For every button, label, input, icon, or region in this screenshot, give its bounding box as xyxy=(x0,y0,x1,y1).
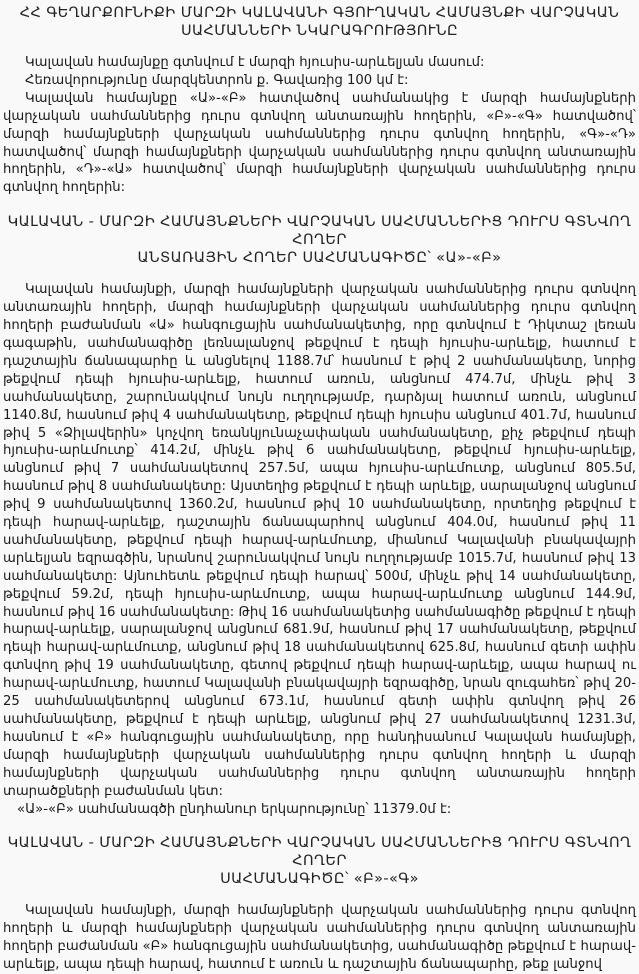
intro-distance-line: Հեռավորությունը մարզկենտրոն ք. Գավառից 100 կմ է: xyxy=(25,72,409,88)
section-a-b-heading xyxy=(3,213,636,267)
section-b-g xyxy=(3,834,636,974)
section-a-b-body: Կալավան համայնքի, մարզի համայնքների վարչական սահմաններից դուրս գտնվող անտառային հողերի, մարզի համայնքների վարչական սահմաններից դուրս գտնվող հողերի բաժանման «Ա» հանգուցային սահմանակետից, որը գտնվում է Դիկտաշ լեռան գագաթին, սահմանագիծը լեռնալանջով թեքվում է դեպի հյուսիս-արևելք, հատում է դաշտային ճանապարհը և անցնելով 1188.7մ՝ հասնում է թիվ 2 սահմանակետը, նորից թեքվում դեպի հյուսիս-արևելք, հատում առուն, անցնում 474.7մ, մինչև թիվ 3 սահմանակետը, շարունակվում նույն ուղղությամբ, դարձյալ հատում առուն, անցնում 1140.8մ, հասնում թիվ 4 սահմանակետը, թեքվում դեպի հյուսիս անցնում 401.7մ, հասնում թիվ 5 «Ձիլավերին» կոչվող եռանկյունաչափական սահմանակետը, քիչ թեքվում դեպի հյուսիս-արևմուտք՝ 414.2մ, մինչև թիվ 6 սահմանակետը, թեքվում հյուսիս-արևելք, անցնում թիվ 7 սահմանակետով 257.5մ, ապա հյուսիս-արևմուտք, անցնում 805.5մ, հասնում թիվ 8 սահմանակետը: Այստեղից թեքվում է դեպի արևելք, սարալանջով անցնում թիվ 9 սահմանակետով 1360.2մ, հասնում թիվ 10 սահմանակետը, որտեղից թեքվում է դեպի հարավ-արևելք, դաշտային ճանապարհով անցնում 404.0մ, հասնում թիվ 11 սահմանակետը, թեքվում դեպի հարավ-արևմուտք, միանում Կալավանի բնակավայրի արևելյան եզրագծին, նրանով շարունակվում նույն ուղղությամբ 1015.7մ, հասնում թիվ 13 սահմանակետը: Այնուհետև թեքվում դեպի հարավ՝ 500մ, մինչև թիվ 14 սահմանակետը, թեքվում 59.2մ, դեպի հյուսիս-արևմուտք, ապա հարավ-արևմուտք անցնում 144.9մ, հասնում թիվ 16 սահմանակետը: Թիվ 16 սահմանակետից սահմանագիծը թեքվում է դեպի հարավ-արևելք, սարալանջով անցնում 681.9մ, հասնում թիվ 17 սահմանակետը, թեքվում դեպի հարավ-արևմուտք, անցնում թիվ 18 սահմանակետով 625.8մ, հասնում գետի ափին գտնվող թիվ 19 սահմանակետը, գետով թեքվում դեպի հարավ-արևելք, ապա հարավ ու հարավ-արևմուտք, հատում Կալավանի բնակավայրի եզրագիծը, նրան զուգահեռ՝ թիվ 20-25 սահմանակետերով անցնում 673.1մ, հասնում գետի ափին գտնվող թիվ 26 սահմանակետը, թեքվում է դեպի արևելք, անցնում թիվ 27 սահմանակետով 1231.3մ, հասնում է «Բ» հանգուցային սահմանակետը, որը հանդիսանում Կալավան համայնքի, մարզի համայնքների վարչական սահմաններից դուրս գտնվող հողերի և մարզի համայնքների վարչական սահմաններից դուրս գտնվող անտառային հողերի տարածքների բաժանման կետ: xyxy=(3,282,636,799)
section-b-g-heading-line-2: ՍԱՀՄԱՆԱԳԻԾԸ՝ «Բ»-«Գ» xyxy=(220,871,419,888)
intro-paragraph: Կալավան համայնքը «Ա»-«Բ» հատվածով սահմանակից է մարզի համայնքների վարչական սահմաններից դուրս գտնվող անտառային հողերին, «Բ»-«Գ» հատվածով՝ մարզի համայնքների վարչական սահմաններից դուրս գտնվող հողերին, «Գ»-«Դ» հատվածով՝ մարզի համայնքների վարչական սահմաններից դուրս գտնվող անտառային հողերին, «Դ»-«Ա» հատվածով՝ մարզի համայնքների վարչական սահմաններից դուրս գտնվող հողերին: xyxy=(3,90,636,196)
section-b-g-heading-line-1: ԿԱԼԱՎԱՆ - ՄԱՐԶԻ ՀԱՄԱՅՆՔՆԵՐԻ ՎԱՐՉԱԿԱՆ ՍԱՀՄԱՆՆԵՐԻՑ ԴՈՒՐՍ ԳՏՆՎՈՂ ՀՈՂԵՐ xyxy=(7,835,632,870)
section-a-b-total-length: «Ա»-«Բ» սահմանագծի ընդհանուր երկարությունը՝ 11379.0մ է: xyxy=(17,801,452,817)
section-a-b-heading-line-1: ԿԱԼԱՎԱՆ - ՄԱՐԶԻ ՀԱՄԱՅՆՔՆԵՐԻ ՎԱՐՉԱԿԱՆ ՍԱՀՄԱՆՆԵՐԻՑ ԴՈՒՐՍ ԳՏՆՎՈՂ ՀՈՂԵՐ xyxy=(7,214,632,249)
intro-location-line: Կալավան համայնքը գտնվում է մարզի հյուսիս-արևելյան մասում: xyxy=(25,55,485,70)
section-a-b xyxy=(3,213,636,818)
intro-block xyxy=(3,54,636,197)
section-b-g-heading xyxy=(3,834,636,888)
document-title-line-1: ՀՀ ԳԵՂԱՐՔՈՒՆԻՔԻ ՄԱՐԶԻ ԿԱԼԱՎԱՆԻ ԳՅՈՒՂԱԿԱՆ ՀԱՄԱՅՆՔԻ ՎԱՐՉԱԿԱՆ xyxy=(19,5,620,21)
spacer xyxy=(3,40,636,54)
section-b-g-body: Կալավան համայնքի, մարզի համայնքների վարչական սահմաններից դուրս գտնվող հողերի և մարզի համայնքների վարչական սահմաններից դուրս գտնվող անտառային հողերի բաժանման «Բ» հանգուցային սահմանակետից, սահմանագիծը թեքվում է հարավ-արևելք, ապա դեպի հարավ, հատում է առուն և դաշտային ճանապարհը, թեք լանջով xyxy=(3,903,636,973)
section-a-b-heading-line-2: ԱՆՏԱՌԱՅԻՆ ՀՈՂԵՐ ՍԱՀՄԱՆԱԳԻԾԸ՝ «Ա»-«Բ» xyxy=(137,250,502,267)
document-title-line-2: ՍԱՀՄԱՆՆԵՐԻ ՆԿԱՐԱԳՐՈՒԹՅՈՒՆԸ xyxy=(181,23,458,39)
document-title xyxy=(3,4,636,40)
